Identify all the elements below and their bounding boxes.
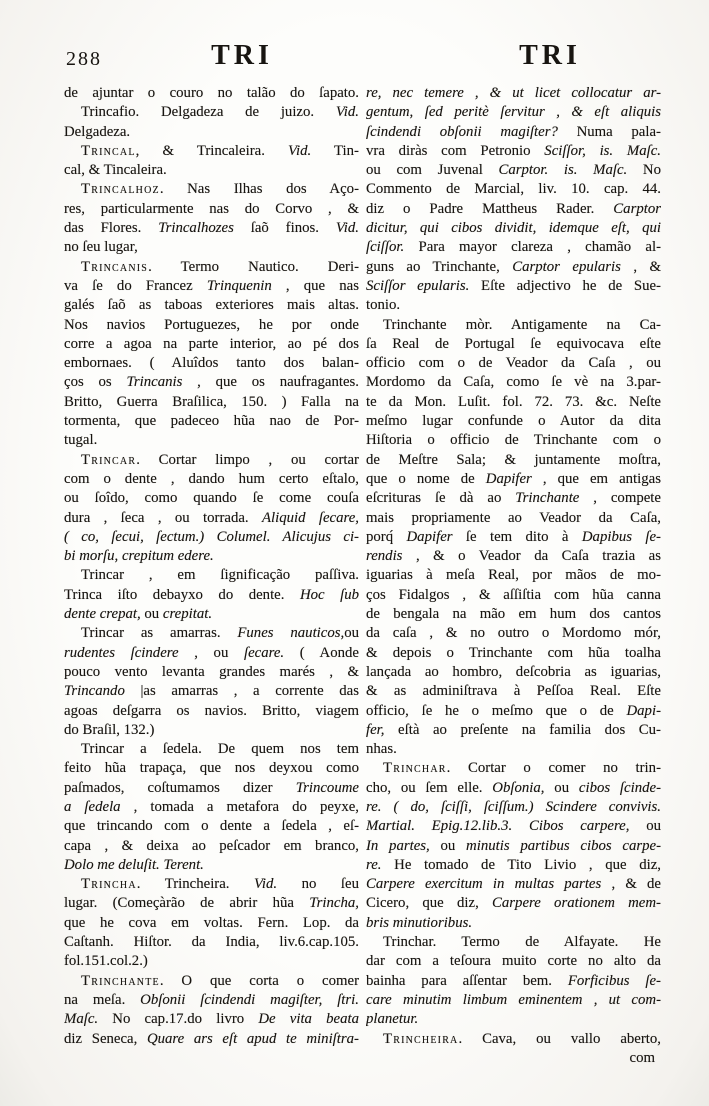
text-segment: Cicero, que diz, [366, 895, 493, 912]
text-segment: Britto, Guerra Braſilica, 150. ) Falla na [64, 393, 359, 410]
text-segment: fol.151.col.2.) [64, 953, 148, 970]
text-segment: No [627, 162, 661, 179]
text-segment: cal, & Tincaleira. [64, 162, 167, 179]
text-line [64, 509, 359, 528]
text-segment: de bengala na mão em hum dos cantos [366, 606, 661, 623]
text-segment: res, particularmente nas do Corvo , & [64, 200, 359, 217]
text-segment: galés ſaõ as taboas exteriores mais altas. [64, 297, 359, 314]
text-segment: planetur. [366, 1011, 419, 1028]
text-segment: . Nas Ilhas dos Aço- [159, 181, 359, 198]
text-segment: ſecare. [244, 644, 285, 661]
text-line [366, 856, 661, 875]
text-line [64, 682, 359, 701]
text-line [64, 875, 359, 894]
text-segment: , ou [178, 644, 244, 661]
text-segment: . Cava, ou vallo aberto, [458, 1030, 661, 1047]
text-segment: Martial. Epig.12.lib.3. Cibos carpere, [366, 818, 630, 835]
text-line [64, 258, 359, 277]
text-segment: Forficibus ſe- [567, 972, 661, 989]
text-segment: Trinquenin [206, 277, 272, 294]
text-segment: Trincanis [126, 374, 183, 391]
text-segment: Funes nauticos, [237, 625, 345, 642]
text-line [64, 1010, 359, 1029]
text-line [366, 296, 661, 315]
text-line [366, 644, 661, 663]
text-line [64, 586, 359, 605]
text-line [64, 914, 359, 933]
text-segment: pouco vento levanta grandes marés , & [64, 663, 359, 680]
text-segment: , compete [579, 490, 661, 507]
text-segment: Trincando [64, 683, 125, 700]
text-line [366, 933, 661, 952]
text-segment: Carpere orationem mem- [492, 895, 661, 912]
text-segment: , & Trincaleira. [135, 142, 289, 159]
text-line [64, 489, 359, 508]
text-segment: cho, ou ſem elle. [366, 779, 493, 796]
text-line [64, 663, 359, 682]
text-line [366, 759, 661, 778]
text-segment: re, nec temere , & ut licet collocatur ar- [366, 85, 661, 101]
text-line [64, 894, 359, 913]
text-line [366, 316, 661, 335]
text-segment: ou [629, 818, 661, 835]
text-segment: Trinchar. Termo de Alfayate. He [383, 934, 661, 951]
text-segment: Trincalhozes [158, 220, 234, 237]
text-segment: Quare ars eſt apud te miniſtra- [146, 1030, 359, 1047]
text-line [64, 451, 359, 470]
text-segment: ( co, ſecui, ſectum.) Columel. Alicujus ci- [64, 528, 359, 545]
text-line [366, 779, 661, 798]
text-segment: dente crepat, [64, 606, 141, 623]
text-line [366, 335, 661, 354]
text-line [366, 566, 661, 585]
text-segment: ſa Real de Portugal ſe equivocava eſte [366, 335, 661, 352]
text-line [64, 373, 359, 392]
text-line [366, 817, 661, 836]
entry-headword: Trincha [81, 876, 137, 893]
text-segment: Vid. [253, 876, 278, 893]
entry-headword: Trincal [81, 142, 136, 159]
right-column [366, 84, 661, 1068]
text-segment: bris minutioribus. [366, 914, 473, 931]
text-segment: ſaõ finos. [233, 220, 336, 237]
text-line [366, 238, 661, 257]
text-segment: diz Seneca, [64, 1030, 147, 1047]
text-line [64, 566, 359, 585]
text-line [366, 972, 661, 991]
text-segment: nhas. [366, 741, 397, 758]
text-segment: officio, ſe he o meſmo que o de [366, 702, 627, 719]
text-segment: , & o Veador da Caſa trazia as [402, 548, 661, 565]
text-segment: Trincoume [295, 779, 359, 796]
text-line [64, 547, 359, 566]
text-line [366, 412, 661, 431]
text-segment: lançada ao hombro, deſcobria as iguarias, [366, 663, 661, 680]
text-segment: , & [620, 258, 661, 275]
text-segment: Trincar , em ſignificação paſſiva. [81, 567, 359, 584]
text-segment: Aliquid ſecare, [261, 509, 359, 526]
text-segment: a ſedela [64, 798, 121, 815]
text-line [366, 798, 661, 817]
text-segment: Trincha, [309, 895, 359, 912]
text-segment: |as amarras , a corrente das [124, 683, 359, 700]
text-segment: lugar. (Começàrão de abrir hũa [64, 895, 310, 912]
text-segment: no ſeu lugar, [64, 239, 138, 256]
text-line [366, 219, 661, 238]
text-segment: Dapi- [626, 702, 661, 719]
text-line [64, 952, 359, 971]
entry-headword: Trincheira [383, 1030, 459, 1047]
text-segment: vra diràs com Petronio [366, 142, 545, 159]
text-line [366, 431, 661, 450]
text-segment: va ſe do Francez [64, 277, 207, 294]
text-segment: ou com Juvenal [366, 162, 499, 179]
text-segment: cibos ſcinde- [578, 779, 661, 796]
text-segment: iguarias à meſa Real, por mãos de mo- [366, 567, 661, 584]
text-line [366, 624, 661, 643]
text-segment: das Flores. [64, 220, 159, 237]
text-segment: Carptor [613, 200, 661, 217]
text-segment: no ſeu [277, 876, 359, 893]
text-segment: Hoc ſub [299, 586, 359, 603]
left-column [64, 84, 359, 1049]
text-line [64, 759, 359, 778]
text-line [64, 354, 359, 373]
text-segment: & as adminiſtrava à Peſſoa Real. Eſte [366, 683, 661, 700]
text-line [366, 991, 661, 1010]
text-segment: ços Fidalgos , & aſſiſtia com hũa canna [366, 586, 661, 603]
text-line [366, 509, 661, 528]
text-line [366, 451, 661, 470]
text-line [64, 180, 359, 199]
text-segment: ſe tem dito à [452, 528, 582, 545]
text-segment: , que em antigas [531, 470, 661, 487]
text-segment: care minutim limbum eminentem , ut com- [366, 991, 661, 1008]
text-segment: Eſte adjectivo he de Sue- [469, 277, 661, 294]
text-segment: na meſa. [64, 991, 141, 1008]
text-line [64, 972, 359, 991]
text-segment: No cap.17.do livro [98, 1011, 259, 1028]
text-segment: ( Aonde [284, 644, 359, 661]
text-segment: . Trincheira. [136, 876, 254, 893]
text-segment: da caſa , & no outro o Mordomo mór, [366, 625, 661, 642]
text-segment: ou [140, 606, 163, 623]
entry-headword: Trincanis [81, 258, 149, 275]
text-line [366, 103, 661, 122]
text-line [64, 933, 359, 952]
text-line [64, 1030, 359, 1049]
text-segment: Trincar a ſedela. De quem nos tem [81, 741, 359, 758]
text-segment: fer, [366, 721, 385, 738]
text-line [366, 721, 661, 740]
text-line [366, 1010, 661, 1029]
text-segment: ou [344, 625, 359, 642]
text-segment: que o nome de [366, 470, 486, 487]
text-segment: Trinchante [515, 490, 580, 507]
text-segment: eſtà ao preſente na familia dos Cu- [384, 721, 661, 738]
text-line [64, 219, 359, 238]
text-line [366, 393, 661, 412]
text-segment: Tin- [311, 142, 359, 159]
text-line [64, 740, 359, 759]
text-line [64, 470, 359, 489]
text-segment: ou [544, 779, 579, 796]
text-line [64, 721, 359, 740]
text-segment: Obſonia, [492, 779, 545, 796]
text-segment: re. ( do, ſciſſi, ſciſſum.) Scindere convivis. [366, 798, 661, 815]
text-line [64, 779, 359, 798]
page-number: 288 [66, 48, 102, 70]
text-line [366, 200, 661, 219]
text-segment: Carpere exercitum in multas partes [366, 876, 602, 893]
text-line [366, 663, 661, 682]
text-line [64, 84, 359, 103]
text-segment: ços os [64, 374, 127, 391]
text-segment: Delgadeza. [64, 123, 131, 140]
text-line [64, 123, 359, 142]
text-segment: , & de [601, 876, 661, 893]
text-segment: . Cortar o comer no trin- [446, 760, 661, 777]
text-segment: re. [366, 856, 382, 873]
entry-headword: Trincar [81, 451, 137, 468]
text-segment: De vita beata [258, 1011, 359, 1028]
text-line [366, 605, 661, 624]
text-line [366, 837, 661, 856]
text-line [366, 373, 661, 392]
text-line [366, 740, 661, 759]
text-segment: guns ao Trinchante, [366, 258, 513, 275]
text-line [64, 991, 359, 1010]
text-line [64, 644, 359, 663]
text-line [366, 142, 661, 161]
text-segment: Nos navios Portuguezes, he por onde [64, 316, 359, 333]
text-line [64, 431, 359, 450]
text-segment: ou [429, 837, 467, 854]
text-line [64, 103, 359, 122]
text-segment: Hiſtoria o officio de Trinchante com o [366, 432, 661, 449]
text-segment: Dolo me deluſit. Terent. [64, 856, 204, 873]
text-segment: Dapifer [485, 470, 532, 487]
text-segment: embornaes. ( Aluîdos tanto dos balan- [64, 355, 359, 372]
text-line [64, 200, 359, 219]
text-line [366, 586, 661, 605]
text-segment: , tomada a metafora do peyxe, [120, 798, 359, 815]
text-segment: de ajuntar o couro no talão do ſapato. [64, 85, 359, 101]
text-segment: Trinca iſto debayxo do dente. [64, 586, 300, 603]
text-segment: que he cova em voltas. Fern. Lop. da [64, 914, 359, 931]
text-segment: Sciſſor epularis. [366, 277, 470, 294]
text-line [366, 354, 661, 373]
text-segment: Caſtanh. Hiſtor. da India, liv.6.cap.105. [64, 934, 359, 951]
entry-headword: Trinchante [81, 972, 160, 989]
text-segment: eſcrituras ſe dà ao [366, 490, 516, 507]
text-segment: do Braſil, 132.) [64, 721, 155, 738]
text-segment: tugal. [64, 432, 98, 449]
text-segment: te da Mon. Luſit. fol. 72. 73. &c. Neſte [366, 393, 661, 410]
text-segment: . O que corta o comer [159, 972, 359, 989]
text-segment: Para mayor clareza , chamão al- [404, 239, 661, 256]
text-line [64, 161, 359, 180]
running-head-left: TRI [211, 40, 273, 71]
catchword: com [629, 1049, 655, 1066]
text-segment: He tomado de Tito Livio , que diz, [381, 856, 661, 873]
text-segment: bi morſu, crepitum edere. [64, 548, 214, 565]
text-segment: & depois o Trinchante com hũa toalha [366, 644, 661, 661]
text-segment: de Meſtre Sala; & juntamente moſtra, [366, 451, 661, 468]
text-line [366, 470, 661, 489]
text-segment: com o dente , dando hum certo eſtalo, [64, 470, 359, 487]
text-segment: gentum, ſed peritè ſervitur , & eſt aliquis [366, 104, 661, 121]
text-line [64, 142, 359, 161]
text-line [64, 393, 359, 412]
text-segment: Trinchante mòr. Antigamente na Ca- [383, 316, 661, 333]
text-line [366, 84, 661, 103]
text-segment: Carptor. is. Maſc. [498, 162, 628, 179]
text-line [366, 1030, 661, 1049]
text-segment: In partes, [366, 837, 430, 854]
text-segment: minutis partibus cibos carpe- [466, 837, 661, 854]
text-line [64, 624, 359, 643]
text-segment: Trincafio. Delgadeza de juizo. [81, 104, 336, 121]
text-segment: diz o Padre Mattheus Rader. [366, 200, 614, 217]
text-segment: Dapifer [406, 528, 453, 545]
text-line [366, 952, 661, 971]
text-line [64, 702, 359, 721]
text-line [366, 258, 661, 277]
text-line [366, 914, 661, 933]
text-line [64, 798, 359, 817]
text-segment: dar com a teſoura muito corte no alto da [366, 953, 661, 970]
text-segment: Dapibus ſe- [581, 528, 661, 545]
text-segment: . Cortar limpo , ou cortar [136, 451, 359, 468]
text-line [366, 277, 661, 296]
text-segment: rendis [366, 548, 403, 565]
text-segment: tormenta, que padeceo hũa nao de Por- [64, 413, 359, 430]
text-line [366, 547, 661, 566]
text-segment: porq́ [366, 528, 407, 545]
text-segment: dura , ſeca , ou torrada. [64, 509, 262, 526]
text-segment: Maſc. [64, 1011, 99, 1028]
running-head-right: TRI [519, 40, 581, 71]
text-segment: Obſonii ſcindendi magiſter, ſtri. [140, 991, 359, 1008]
text-segment: Mordomo da Caſa, como ſe vè na 3.par- [366, 374, 661, 391]
text-line [366, 528, 661, 547]
text-line [366, 702, 661, 721]
text-line [64, 528, 359, 547]
text-segment: crepitat. [162, 606, 213, 623]
text-line [64, 605, 359, 624]
text-segment: ſciſſor. [366, 239, 405, 256]
entry-headword: Trinchar [383, 760, 447, 777]
text-segment: Commento de Marcial, liv. 10. cap. 44. [366, 181, 661, 198]
text-line [64, 277, 359, 296]
text-segment: Carptor epularis [512, 258, 621, 275]
text-line [366, 161, 661, 180]
text-line [366, 123, 661, 142]
text-line [64, 856, 359, 875]
text-segment: , que nas [271, 277, 359, 294]
text-segment: rudentes ſcindere [64, 644, 179, 661]
text-segment: agoas deſgarra os navios. Britto, viagem [64, 702, 359, 719]
text-segment: Vid. [335, 220, 359, 237]
text-segment: que trincando com o dente a ſedela , eſ- [64, 818, 359, 835]
text-line [64, 817, 359, 836]
text-line [366, 180, 661, 199]
text-line [64, 316, 359, 335]
text-segment: dicitur, qui cibos dividit, idemque eſt, qui [366, 220, 661, 237]
text-segment: corre a agoa na parte interior, ao pé dos [64, 335, 359, 352]
text-line [64, 412, 359, 431]
text-segment: paſmados, coſtumamos dizer [64, 779, 296, 796]
text-segment: Trincar as amarras. [81, 625, 238, 642]
text-segment: Vid. [335, 104, 359, 121]
text-segment: bainha para aſſentar bem. [366, 972, 568, 989]
text-line [366, 894, 661, 913]
text-segment: ſcindendi obſonii magiſter? [366, 123, 558, 140]
entry-headword: Trincalhoz [81, 181, 160, 198]
text-segment: , que os naufragantes. [182, 374, 359, 391]
text-segment: Vid. [288, 142, 312, 159]
text-line [366, 682, 661, 701]
text-segment: feito hũa trapaça, que nos deyxou como [64, 760, 359, 777]
text-segment: officio com o de Veador da Caſa , ou [366, 355, 661, 372]
text-line [64, 238, 359, 257]
text-segment: . Termo Nautico. Deri- [148, 258, 359, 275]
text-line [366, 875, 661, 894]
text-segment: meſmo lugar confunde o Autor da dita [366, 413, 661, 430]
text-segment: ou ſoîdo, como quando ſe come couſa [64, 490, 359, 507]
text-segment: Numa pala- [557, 123, 661, 140]
text-line [366, 489, 661, 508]
text-line [64, 296, 359, 315]
text-segment: mais propriamente ao Veador da Caſa, [366, 509, 661, 526]
text-segment: tonio. [366, 297, 401, 314]
text-line [64, 335, 359, 354]
text-segment: capa , & deixa ao peſcador em branco, [64, 837, 359, 854]
text-line [64, 837, 359, 856]
text-segment: Sciſſor, is. Maſc. [544, 142, 661, 159]
